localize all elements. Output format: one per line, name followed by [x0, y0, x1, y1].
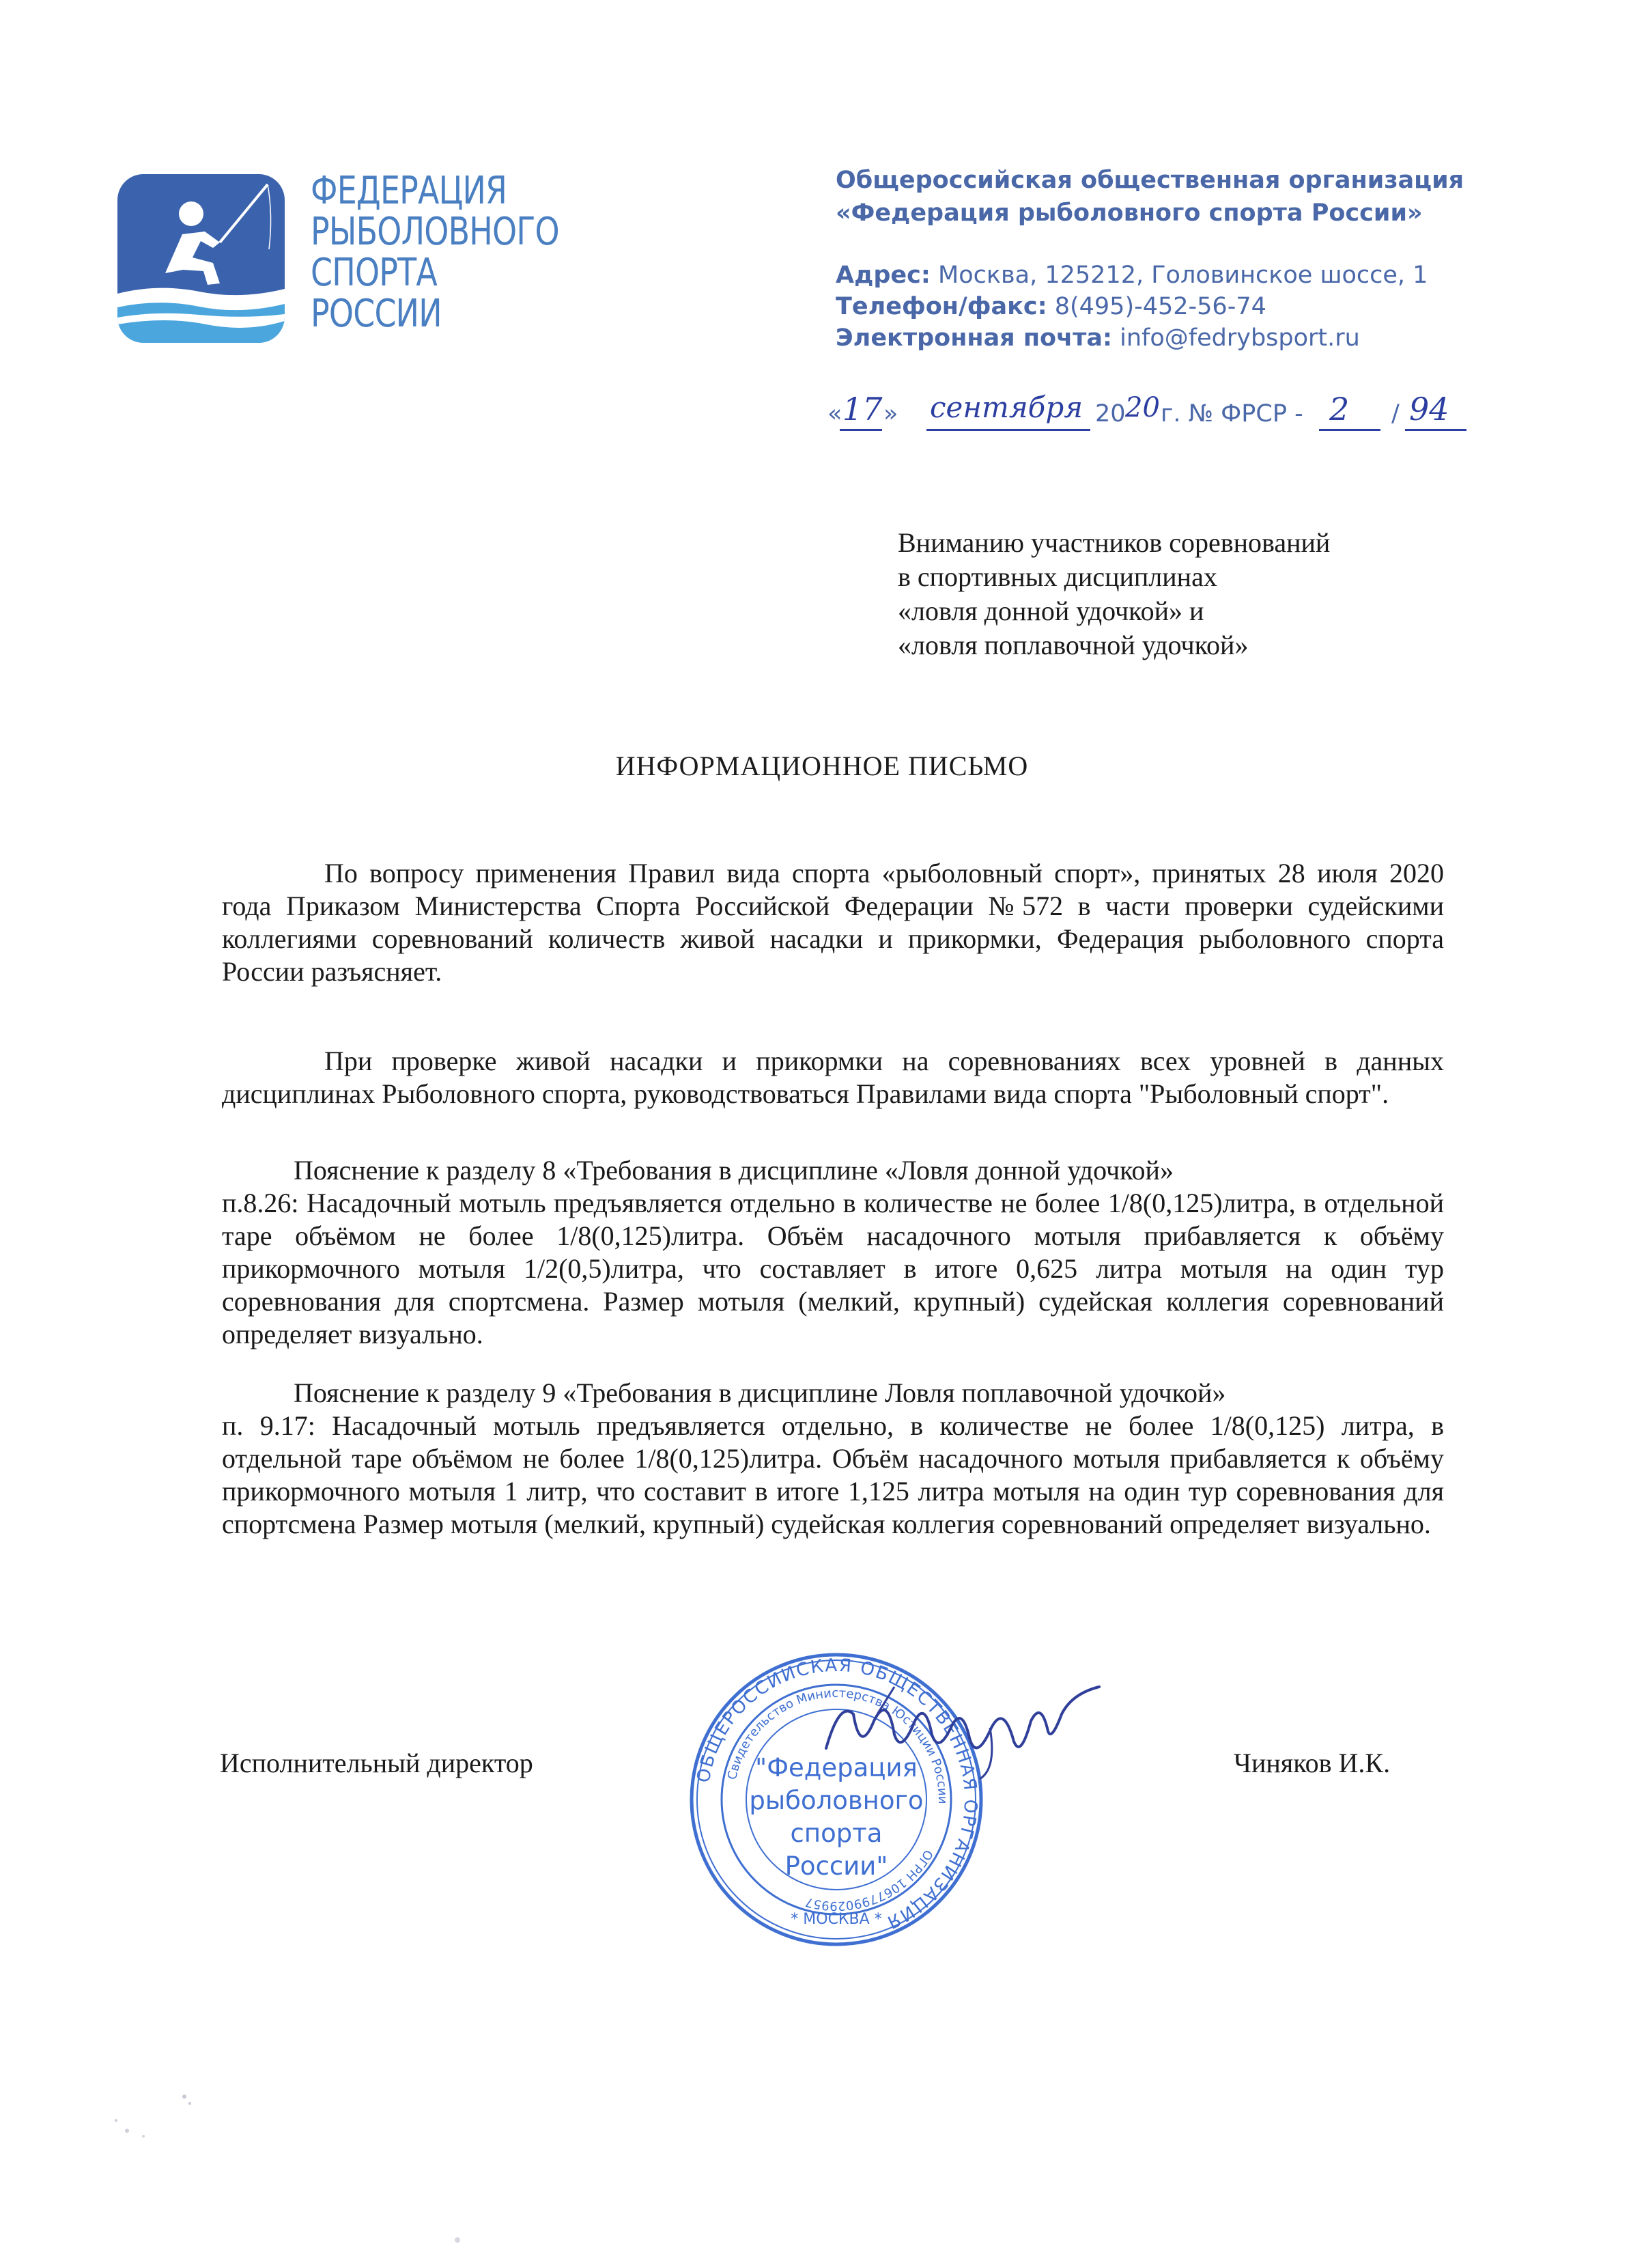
logo-line-1: ФЕДЕРАЦИЯ	[311, 169, 507, 213]
org-name-line-1: Общероссийская общественная организация	[836, 167, 1464, 194]
email-line	[836, 322, 1518, 354]
addressee-line-2: в спортивных дисциплинах	[898, 561, 1217, 592]
addressee-line-4: «ловля поплавочной удочкой»	[898, 630, 1249, 660]
ref-close-quote: »	[883, 400, 898, 428]
logo-line-4: РОССИИ	[311, 292, 442, 336]
paragraph-4-lead: Пояснение к разделу 9 «Требования в дисциплине Ловля поплавочной удочкой»	[294, 1377, 1226, 1408]
phone-label: Телефон/факс:	[836, 293, 1047, 320]
org-name-line-2: «Федерация рыболовного спорта России»	[836, 199, 1423, 227]
address-value: Москва, 125212, Головинское шоссе, 1	[938, 262, 1428, 289]
ref-number-a: 2	[1329, 391, 1350, 428]
ref-slash: /	[1391, 400, 1400, 428]
signatory-position: Исполнительный директор	[220, 1748, 533, 1778]
paragraph-4	[222, 1377, 1444, 1541]
paragraph-2	[222, 1045, 1444, 1110]
paragraph-1	[222, 857, 1444, 988]
ref-month-underline	[926, 429, 1090, 431]
phone-value: 8(495)-452-56-74	[1054, 293, 1266, 320]
paragraph-3-text: п.8.26: Насадочный мотыль предъявляется отдельно в количестве не более 1/8(0,125)литра, в отдельной таре объёмом не более 1/8(0,125)литра. Объём насадочного мотыля прибавляется к объёму прикормочного мотыля 1/2(0,5)литра, что составляет в итоге 0,625 литра мотыля на один тур соревнования для спортсмена. Размер мотыля (мелкий, крупный) судейская коллегия соревнований определяет визуально.	[222, 1188, 1444, 1349]
paragraph-3-lead: Пояснение к разделу 8 «Требования в дисциплине «Ловля донной удочкой»	[294, 1155, 1174, 1186]
ref-number-b: 94	[1409, 391, 1449, 428]
stamp-line-1: "Федерация	[755, 1753, 918, 1782]
handwritten-signature	[812, 1673, 1113, 1782]
ref-number-b-underline	[1405, 429, 1466, 431]
address-label: Адрес:	[836, 262, 931, 289]
org-header	[836, 164, 1518, 354]
org-contacts	[836, 260, 1518, 354]
letter-title: ИНФОРМАЦИОННОЕ ПИСЬМО	[615, 751, 1029, 781]
address-line	[836, 260, 1518, 291]
ref-year-tail: г. № ФРСР -	[1161, 400, 1303, 428]
logo-wordmark	[311, 169, 559, 336]
scan-specks	[102, 2083, 512, 2247]
email-value: info@fedrybsport.ru	[1120, 324, 1360, 352]
logo-line-3: СПОРТА	[311, 251, 437, 295]
reference-line	[827, 391, 1497, 443]
email-label: Электронная почта:	[836, 324, 1112, 352]
ref-year-prefix: 20	[1095, 400, 1126, 428]
ref-day: 17	[842, 391, 883, 428]
paragraph-2-text: При проверке живой насадки и прикормки на соревнованиях всех уровней в данных дисциплинах Рыболовного спорта, руководствоваться Правилами вида спорта "Рыболовный спорт".	[222, 1046, 1444, 1109]
addressee-line-3: «ловля донной удочкой» и	[898, 596, 1204, 626]
paragraph-1-text: По вопросу применения Правил вида спорта «рыболовный спорт», принятых 28 июля 2020 года Приказом Министерства Спорта Российской Федерации №572 в части проверки судейскими коллегиями соревнований количеств живой насадки и прикормки, Федерация рыболовного спорта России разъясняет.	[222, 858, 1444, 987]
stamp-inner-ring-text: Свидетельство Министерства Юстиции России	[724, 1685, 950, 1804]
stamp-ring-text: ОБЩЕРОССИЙСКАЯ ОБЩЕСТВЕННАЯ ОРГАНИЗАЦИЯ	[693, 1655, 981, 1933]
addressee-block	[898, 526, 1330, 662]
stamp-line-3: спорта	[790, 1819, 883, 1848]
angler-in-wheelchair-icon	[117, 174, 285, 343]
addressee-line-1: Вниманию участников соревнований	[898, 527, 1331, 558]
ref-day-underline	[840, 429, 882, 431]
ref-number-a-underline	[1319, 429, 1380, 431]
paragraph-4-text: п. 9.17: Насадочный мотыль предъявляется отдельно, в количестве не более 1/8(0,125) литра, в отдельной таре объёмом не более 1/8(0,125)литра. Объём насадочного мотыля прибавляется к объёму прикормочного мотыля 1 литр, что составит в итоге 1,125 литра мотыля на один тур соревнования для спортсмена Размер мотыля (мелкий, крупный) судейская коллегия соревнований определяет визуально.	[222, 1410, 1444, 1539]
phone-line	[836, 291, 1518, 322]
ref-month: сентября	[930, 391, 1083, 424]
stamp-line-2: рыболовного	[749, 1786, 924, 1815]
stamp-city: * МОСКВА *	[791, 1911, 882, 1928]
signatory-name: Чиняков И.К.	[1234, 1748, 1391, 1778]
paragraph-3	[222, 1154, 1444, 1351]
ref-open-quote: «	[827, 400, 842, 428]
stamp-line-4: России"	[784, 1851, 888, 1881]
logo-line-2: РЫБОЛОВНОГО	[311, 210, 559, 254]
ref-year-suffix: 20	[1125, 392, 1160, 423]
stamp-ogrn-text: ОГРН 1067799029957	[804, 1847, 936, 1914]
